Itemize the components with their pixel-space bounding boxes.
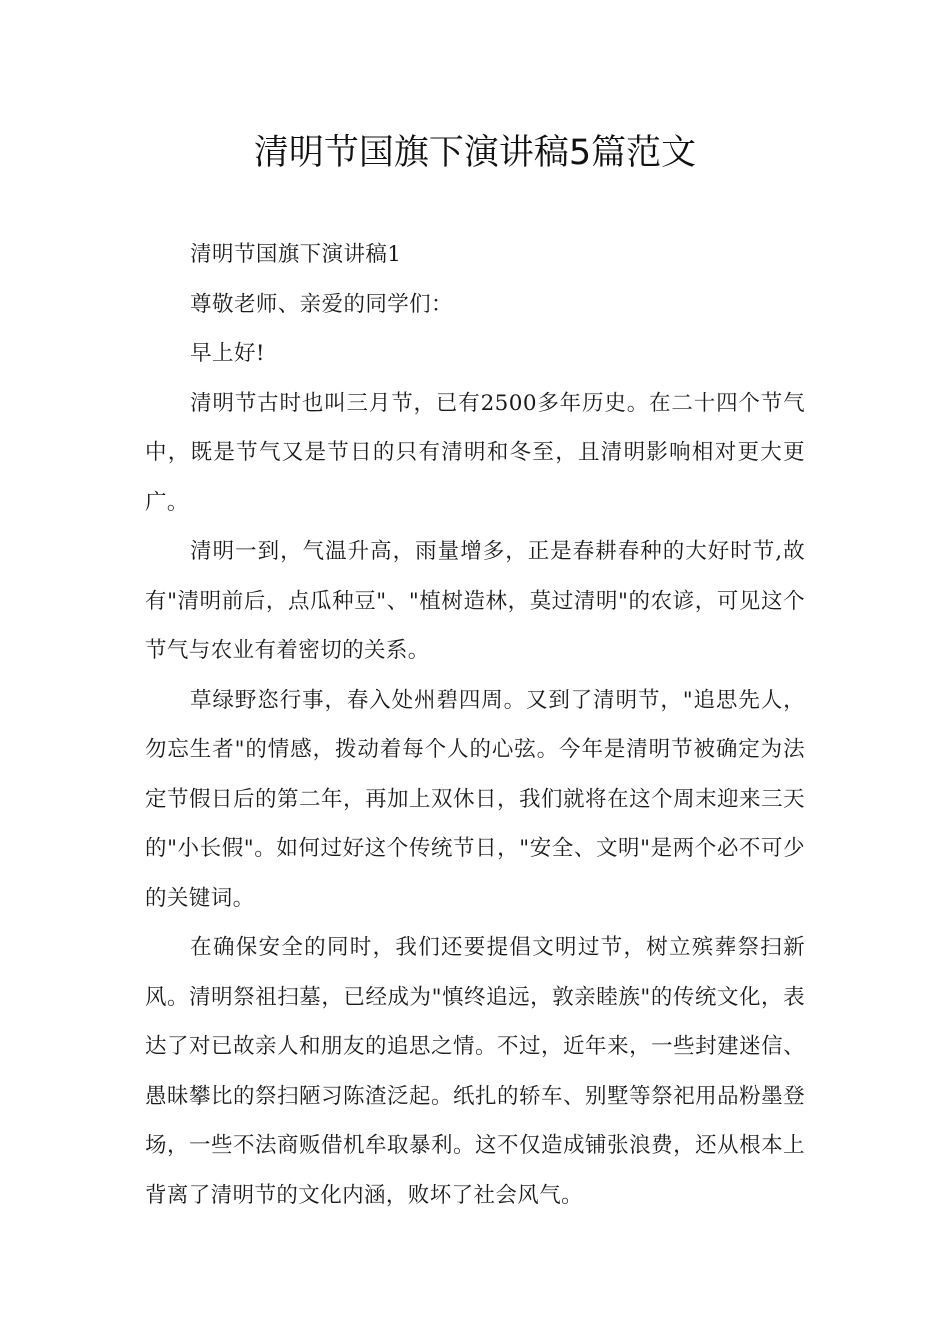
document-title: 清明节国旗下演讲稿5篇范文 [253, 133, 697, 173]
body-paragraph: 草绿野恣行事，春入处州碧四周。又到了清明节，"追思先人，勿忘生者"的情感，拨动着每个人的心弦。今年是清明节被确定为法定节假日后的第二年，再加上双休日，我们就将在这个周末迎来三天的"小长假"。如何过好这个传统节日，"安全、文明"是两个必不可少的关键词。 [145, 687, 805, 911]
document-body [145, 230, 805, 1220]
salutation: 尊敬老师、亲爱的同学们： [190, 291, 453, 317]
body-paragraph: 在确保安全的同时，我们还要提倡文明过节，树立殡葬祭扫新风。清明祭祖扫墓，已经成为"慎终追远，敦亲睦族"的传统文化，表达了对已故亲人和朋友的追思之情。不过，近年来，一些封建迷信、愚昧攀比的祭扫陋习陈渣泛起。纸扎的轿车、别墅等祭祀用品粉墨登场，一些不法商贩借机牟取暴利。这不仅造成铺张浪费，还从根本上背离了清明节的文化内涵，败坏了社会风气。 [145, 935, 805, 1208]
greeting: 早上好! [190, 341, 265, 366]
body-paragraph: 清明节古时也叫三月节，已有2500多年历史。在二十四个节气中，既是节气又是节日的只有清明和冬至，且清明影响相对更大更广。 [145, 390, 805, 515]
section-heading: 清明节国旗下演讲稿1 [190, 242, 402, 267]
body-paragraph: 清明一到，气温升高，雨量增多，正是春耕春种的大好时节,故有"清明前后，点瓜种豆"、"植树造林，莫过清明"的农谚，可见这个节气与农业有着密切的关系。 [145, 539, 805, 663]
